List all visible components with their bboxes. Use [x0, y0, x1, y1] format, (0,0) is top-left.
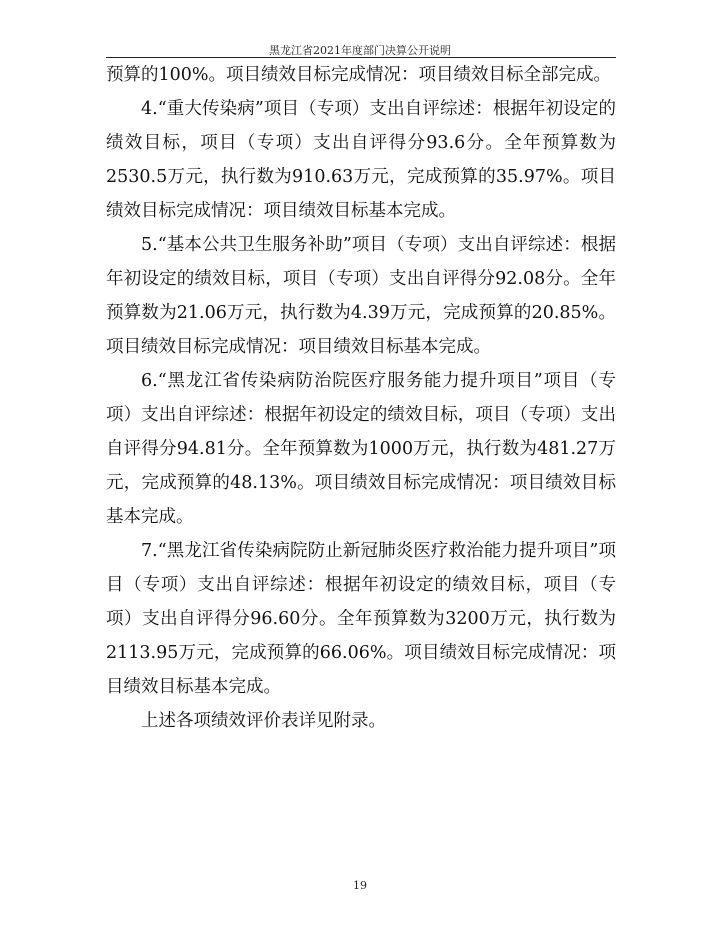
paragraph-item-7: 7.“黑龙江省传染病院防止新冠肺炎医疗救治能力提升项目”项目（专项）支出自评综述：根据年初设定的绩效目标，项目（专项）支出自评得分96.60分。全年预算数为3200万元，执行数为2113.95万元，完成预算的66.06%。项目绩效目标完成情况：项目绩效目标基本完成。 [106, 541, 616, 697]
paragraph-appendix-note: 上述各项绩效评价表详见附录。 [141, 711, 386, 731]
paragraph-item-5: 5.“基本公共卫生服务补助”项目（专项）支出自评综述：根据年初设定的绩效目标，项目（专项）支出自评得分92.08分。全年预算数为21.06万元，执行数为4.39万元，完成预算的20.85%。项目绩效目标完成情况：项目绩效目标基本完成。 [106, 235, 616, 357]
paragraph-continuation: 预算的100%。项目绩效目标完成情况：项目绩效目标全部完成。 [106, 65, 612, 85]
page-header-title: 黑龙江省2021年度部门决算公开说明 [269, 44, 451, 57]
paragraph-item-4: 4.“重大传染病”项目（专项）支出自评综述：根据年初设定的绩效目标，项目（专项）支出自评得分93.6分。全年预算数为2530.5万元，执行数为910.63万元，完成预算的35.97%。项目绩效目标完成情况：项目绩效目标基本完成。 [106, 99, 616, 221]
page-number: 19 [353, 879, 367, 892]
document-body [106, 58, 616, 738]
paragraph-item-6: 6.“黑龙江省传染病防治院医疗服务能力提升项目”项目（专项）支出自评综述：根据年初设定的绩效目标，项目（专项）支出自评得分94.81分。全年预算数为1000万元，执行数为481.27万元，完成预算的48.13%。项目绩效目标完成情况：项目绩效目标基本完成。 [106, 371, 616, 527]
